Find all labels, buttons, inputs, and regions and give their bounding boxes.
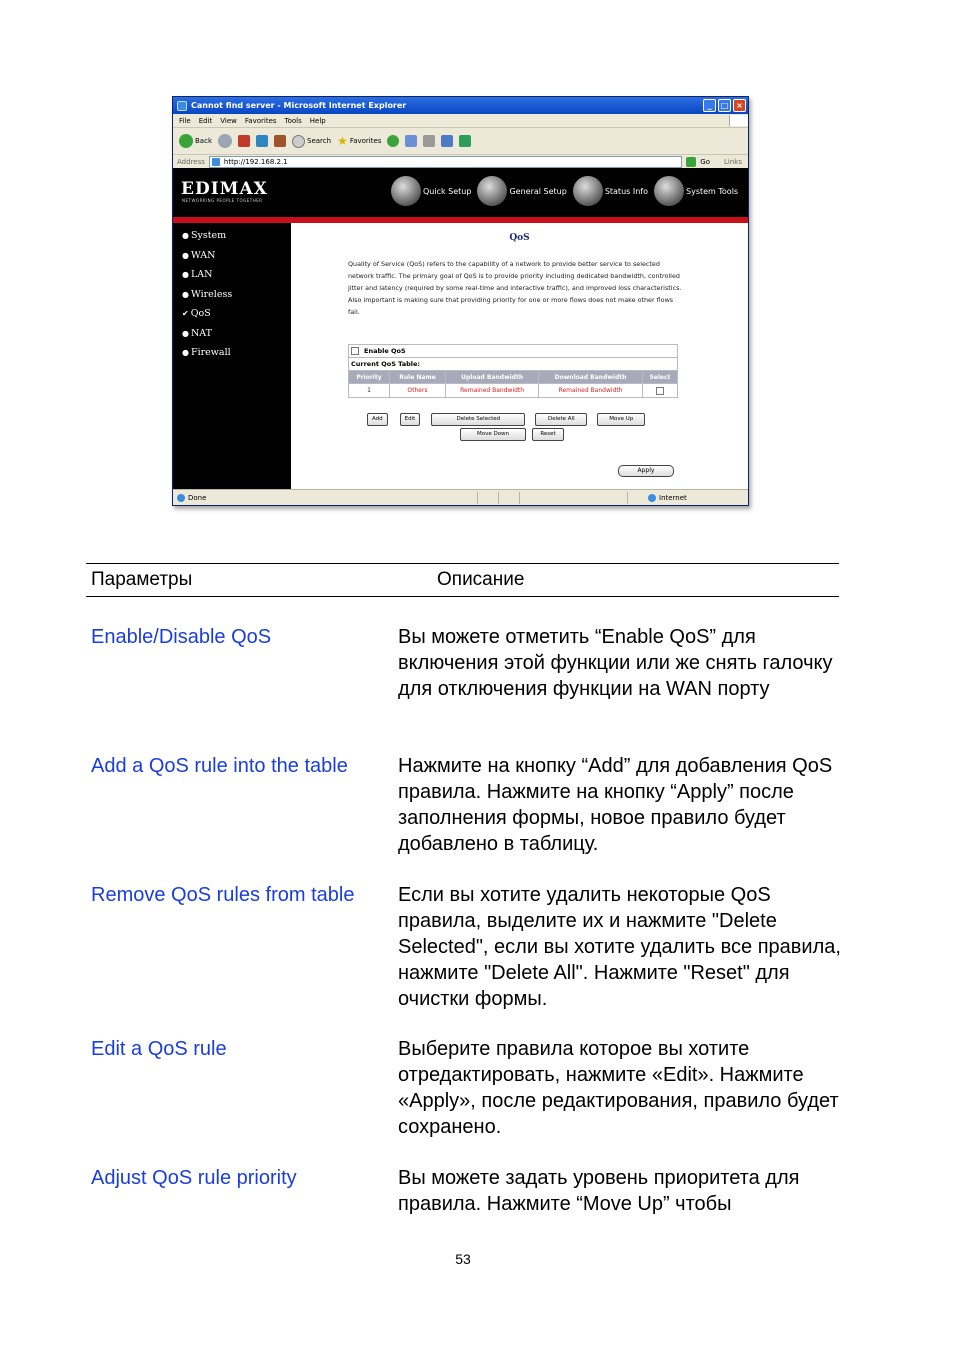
router-sidebar	[173, 223, 291, 489]
param-edit-qos-rule: Edit a QoS rule	[91, 1038, 227, 1060]
sidebar-item-wan[interactable]: ● WAN	[182, 249, 216, 261]
page-number: 53	[455, 1251, 471, 1267]
menu-view[interactable]: View	[220, 116, 237, 125]
delete-all-button[interactable]: Delete All	[535, 413, 587, 426]
print-icon[interactable]	[423, 135, 435, 147]
mail-icon[interactable]	[405, 135, 417, 147]
enable-qos-checkbox[interactable]	[351, 347, 359, 355]
windows-flag-icon	[729, 115, 748, 126]
col-select: Select	[642, 371, 677, 384]
router-page	[173, 168, 748, 489]
bullet-icon: ●	[182, 348, 189, 358]
go-arrow-icon[interactable]	[686, 157, 696, 167]
edit-button[interactable]: Edit	[400, 413, 421, 426]
delete-selected-button[interactable]: Delete Selected	[431, 413, 525, 426]
desc-edit-qos-rule: Выберите правила которое вы хотите отредактировать, нажмите «Edit». Нажмите «Apply», после редактирования, правило будет сохранено.	[398, 1038, 839, 1138]
col-download: Download Bandwidth	[539, 371, 643, 384]
links-label[interactable]: Links	[724, 158, 742, 166]
globe-icon	[573, 176, 603, 206]
status-zone: Internet	[627, 492, 748, 504]
bullet-icon: ●	[182, 289, 189, 299]
page-title: QoS	[509, 233, 530, 243]
sidebar-item-wireless[interactable]: ● Wireless	[182, 288, 233, 300]
nav-system-tools[interactable]: System Tools	[654, 176, 738, 206]
nav-quick-setup[interactable]: Quick Setup	[391, 176, 471, 206]
desc-add-qos-rule: Нажмите на кнопку “Add” для добавления QoS правила. Нажмите на кнопку “Apply” после заполнения формы, новое правило будет добавлено в таблицу.	[398, 755, 833, 855]
desc-enable-disable-qos: Вы можете отметить “Enable QoS” для включения этой функции или же снять галочку для отключения функции на WAN порту	[398, 626, 833, 700]
browser-titlebar	[173, 97, 748, 114]
browser-toolbar	[173, 128, 748, 155]
sidebar-item-qos[interactable]: ✔ QoS	[182, 308, 211, 320]
menu-tools[interactable]: Tools	[284, 116, 302, 125]
router-header	[173, 168, 748, 217]
menu-file[interactable]: File	[179, 116, 191, 125]
table-row: 1 Others Remained Bandwidth Remained Bandwidth	[349, 384, 678, 398]
current-table-label: Current QoS Table:	[349, 358, 678, 371]
enable-qos-row[interactable]: Enable QoS	[349, 345, 678, 358]
maximize-button[interactable]: □	[718, 99, 731, 112]
internet-globe-icon	[648, 494, 656, 502]
minimize-button[interactable]: _	[703, 99, 716, 112]
sidebar-item-nat[interactable]: ● NAT	[182, 327, 212, 339]
bullet-icon: ●	[182, 270, 189, 280]
move-down-button[interactable]: Move Down	[460, 428, 526, 441]
edit-icon[interactable]	[441, 135, 453, 147]
messenger-icon[interactable]	[459, 135, 471, 147]
menu-bar	[173, 114, 748, 128]
close-button[interactable]: ×	[733, 99, 746, 112]
sidebar-item-lan[interactable]: ● LAN	[182, 269, 213, 281]
status-segment	[519, 492, 540, 504]
back-button[interactable]: Back	[179, 134, 212, 148]
add-button[interactable]: Add	[367, 413, 388, 426]
menu-edit[interactable]: Edit	[198, 116, 213, 125]
ie-icon	[177, 101, 187, 111]
status-done: Done	[173, 494, 477, 502]
menu-help[interactable]: Help	[309, 116, 326, 125]
tagline: NETWORKING PEOPLE TOGETHER	[182, 198, 263, 203]
bullet-icon: ●	[182, 231, 189, 241]
sidebar-item-system[interactable]: ● System	[182, 230, 227, 242]
address-input[interactable]: http://192.168.2.1	[209, 156, 682, 168]
qos-table	[348, 344, 678, 398]
column-header-description: Описание	[437, 569, 525, 590]
home-icon[interactable]	[274, 135, 286, 147]
bullet-icon: ●	[182, 250, 189, 260]
edimax-logo: EDIMAX	[181, 179, 268, 199]
browser-screenshot	[172, 96, 749, 506]
refresh-icon[interactable]	[256, 135, 268, 147]
globe-icon	[477, 176, 507, 206]
globe-icon	[391, 176, 421, 206]
col-upload: Upload Bandwidth	[446, 371, 539, 384]
table-top-rule	[86, 563, 839, 564]
param-remove-qos-rules: Remove QoS rules from table	[91, 884, 355, 906]
desc-remove-qos-rules: Если вы хотите удалить некоторые QoS правила, выделите их и нажмите "Delete Selected", если вы хотите удалить все правила, нажмите "Delete All". Нажмите "Reset" для очистки формы.	[398, 884, 841, 1010]
star-icon: ★	[337, 134, 348, 148]
param-add-qos-rule: Add a QoS rule into the table	[91, 755, 348, 777]
status-bar	[173, 489, 748, 505]
search-icon	[292, 135, 305, 148]
reset-button[interactable]: Reset	[532, 428, 564, 441]
param-adjust-priority: Adjust QoS rule priority	[91, 1167, 297, 1189]
table-header-rule	[86, 596, 839, 597]
qos-description: Quality of Service (QoS) refers to the capability of a network to provide better service to selected network traffic. The primary goal of QoS is to provide priority including dedicated bandwidth, controlled jitter and latency (required by some real-time and interactive traffic), and improved loss characteristics. Also important is making sure that providing priority for one or more flows does not make other flows fail.	[348, 260, 682, 316]
row-select-checkbox[interactable]	[656, 387, 664, 395]
search-button[interactable]: Search	[292, 135, 331, 148]
favorites-button[interactable]: ★ Favorites	[337, 134, 382, 148]
param-enable-disable-qos: Enable/Disable QoS	[91, 626, 272, 648]
globe-icon	[654, 176, 684, 206]
nav-general-setup[interactable]: General Setup	[477, 176, 566, 206]
stop-icon[interactable]	[238, 135, 250, 147]
forward-arrow-icon[interactable]	[218, 134, 232, 148]
history-icon[interactable]	[387, 135, 399, 147]
check-icon: ✔	[182, 309, 189, 319]
col-priority: Priority	[349, 371, 390, 384]
status-segment	[498, 492, 519, 504]
address-label: Address	[177, 158, 205, 166]
bullet-icon: ●	[182, 328, 189, 338]
table-header	[349, 371, 678, 384]
go-label[interactable]: Go	[700, 158, 711, 166]
menu-favorites[interactable]: Favorites	[244, 116, 277, 125]
desc-adjust-priority: Вы можете задать уровень приоритета для правила. Нажмите “Move Up” чтобы	[398, 1167, 800, 1215]
status-segment	[477, 492, 498, 504]
window-title: Cannot find server - Microsoft Internet Explorer	[191, 101, 407, 110]
apply-button[interactable]: Apply	[618, 465, 674, 477]
page-icon	[177, 494, 185, 502]
nav-status-info[interactable]: Status Info	[573, 176, 648, 206]
column-header-params: Параметры	[91, 569, 193, 590]
sidebar-item-firewall[interactable]: ● Firewall	[182, 347, 231, 359]
move-up-button[interactable]: Move Up	[597, 413, 645, 426]
col-rule-name: Rule Name	[389, 371, 445, 384]
back-arrow-icon	[179, 134, 193, 148]
router-content	[291, 223, 748, 489]
row-select-cell	[642, 384, 677, 398]
